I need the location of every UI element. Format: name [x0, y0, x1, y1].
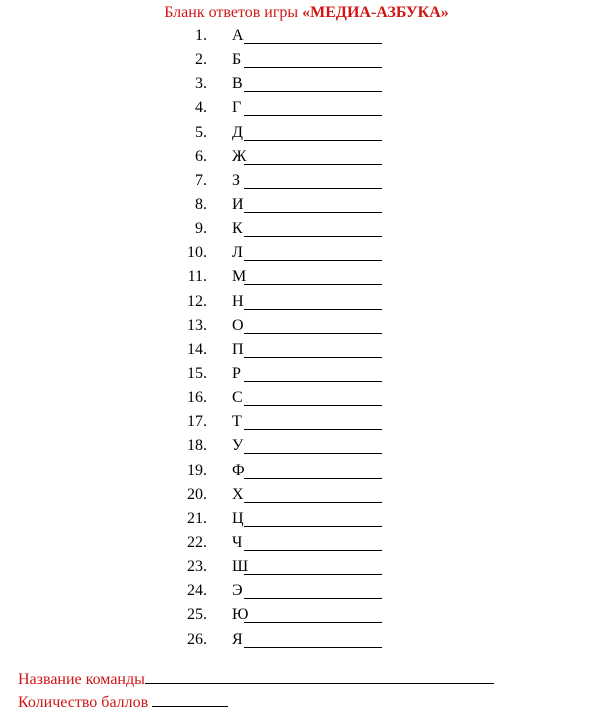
answer-blank[interactable] [244, 260, 382, 261]
answer-number: 10. [187, 244, 207, 262]
answer-number: 20. [187, 485, 207, 503]
answer-row [0, 195, 613, 219]
answer-letter: Ж [232, 147, 247, 165]
answer-number: 2. [195, 51, 207, 69]
answer-letter: Г [232, 99, 242, 117]
answer-letter: О [232, 316, 244, 334]
answer-blank[interactable] [244, 478, 382, 479]
answer-letter: П [232, 340, 244, 358]
answer-blank[interactable] [244, 381, 382, 382]
score-label: Количество баллов [18, 694, 153, 711]
answer-row [0, 485, 613, 509]
answer-blank[interactable] [244, 502, 382, 503]
answer-number: 18. [187, 437, 207, 455]
answer-row [0, 74, 613, 98]
answer-row [0, 171, 613, 195]
answer-number: 9. [195, 220, 207, 238]
answer-number: 3. [195, 75, 207, 93]
answer-blank[interactable] [244, 550, 382, 551]
answer-number: 17. [187, 413, 207, 431]
answer-list [0, 26, 613, 654]
answer-row [0, 316, 613, 340]
answer-letter: З [232, 171, 241, 189]
answer-number: 1. [195, 27, 207, 44]
answer-letter: Э [232, 582, 243, 600]
answer-blank[interactable] [244, 140, 382, 141]
answer-blank[interactable] [244, 115, 382, 116]
answer-number: 15. [187, 364, 207, 382]
game-name: «МЕДИА-АЗБУКА» [302, 4, 449, 21]
answer-row [0, 364, 613, 388]
answer-blank[interactable] [244, 526, 382, 527]
answer-blank[interactable] [244, 598, 382, 599]
answer-row [0, 340, 613, 364]
answer-row [0, 243, 613, 267]
answer-letter: У [232, 437, 244, 455]
answer-row [0, 436, 613, 460]
answer-letter: Б [232, 51, 242, 69]
answer-row [0, 26, 613, 50]
answer-letter: К [232, 220, 243, 238]
answer-row [0, 461, 613, 485]
answer-letter: С [232, 389, 243, 407]
answer-blank[interactable] [244, 188, 382, 189]
answer-letter: И [232, 195, 244, 213]
answer-row [0, 98, 613, 122]
answer-number: 5. [195, 123, 207, 141]
answer-blank[interactable] [244, 405, 382, 406]
answer-row [0, 581, 613, 605]
answer-letter: Д [232, 123, 243, 141]
answer-blank[interactable] [244, 67, 382, 68]
answer-number: 8. [195, 195, 207, 213]
form-title [0, 3, 613, 23]
answer-blank[interactable] [244, 309, 382, 310]
answer-number: 4. [195, 99, 207, 117]
answer-blank[interactable] [244, 43, 382, 44]
answer-row [0, 267, 613, 291]
score-blank[interactable] [152, 692, 228, 707]
answer-number: 24. [187, 582, 207, 600]
answer-row [0, 412, 613, 436]
answer-letter: М [232, 268, 247, 286]
team-name-blank[interactable] [145, 669, 494, 684]
answer-blank[interactable] [244, 284, 382, 285]
answer-blank[interactable] [244, 164, 382, 165]
answer-number: 14. [187, 340, 207, 358]
answer-blank[interactable] [244, 574, 382, 575]
form-title-prefix: Бланк ответов игры [164, 4, 303, 21]
answer-blank[interactable] [244, 622, 382, 623]
answer-number: 21. [187, 509, 207, 527]
answer-row [0, 557, 613, 581]
answer-row [0, 50, 613, 74]
team-name-label: Название команды [18, 671, 145, 688]
answer-number: 7. [195, 171, 207, 189]
answer-row [0, 605, 613, 629]
answer-letter: Ц [232, 509, 244, 527]
answer-blank[interactable] [244, 429, 382, 430]
team-name-row [18, 669, 494, 690]
answer-row [0, 533, 613, 557]
answer-number: 16. [187, 389, 207, 407]
answer-letter: В [232, 75, 243, 93]
answer-row [0, 388, 613, 412]
answer-number: 22. [187, 533, 207, 551]
answer-blank[interactable] [244, 647, 382, 648]
answer-number: 23. [187, 558, 207, 576]
answer-letter: Ю [232, 606, 249, 624]
answer-letter: Ш [232, 558, 249, 576]
answer-number: 25. [187, 606, 207, 624]
answer-number: 6. [195, 147, 207, 165]
answer-blank[interactable] [244, 91, 382, 92]
answer-number: 19. [187, 461, 207, 479]
answer-letter: Х [232, 485, 244, 503]
answer-number: 13. [187, 316, 207, 334]
answer-letter: Л [232, 244, 243, 262]
answer-row [0, 509, 613, 533]
answer-row [0, 219, 613, 243]
answer-blank[interactable] [244, 357, 382, 358]
answer-row [0, 292, 613, 316]
answer-letter: Т [232, 413, 242, 431]
score-row [18, 692, 228, 713]
answer-letter: Р [232, 364, 241, 382]
answer-blank[interactable] [244, 333, 382, 334]
answer-blank[interactable] [244, 236, 382, 237]
answer-letter: Я [232, 630, 243, 648]
answer-letter: Ч [232, 533, 243, 551]
answer-row [0, 123, 613, 147]
answer-row [0, 630, 613, 654]
answer-letter: Н [232, 292, 244, 310]
answer-number: 11. [187, 268, 207, 286]
answer-row [0, 147, 613, 171]
answer-letter: А [232, 27, 244, 44]
answer-blank[interactable] [244, 453, 382, 454]
answer-blank[interactable] [244, 212, 382, 213]
answer-letter: Ф [232, 461, 245, 479]
answer-number: 26. [187, 630, 207, 648]
answer-number: 12. [187, 292, 207, 310]
